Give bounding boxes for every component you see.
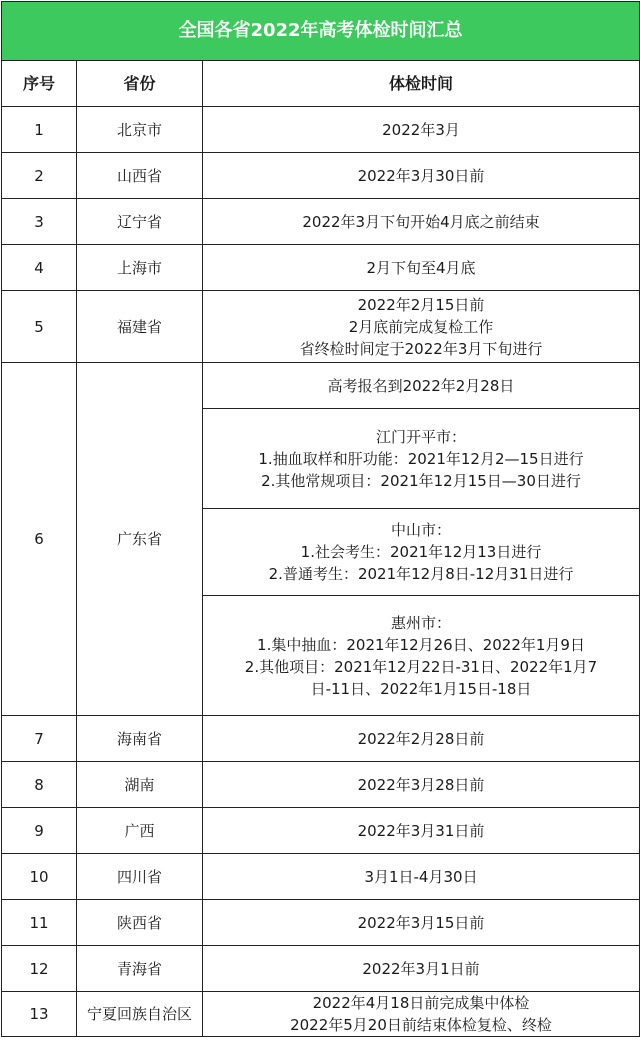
province-name: 辽宁省 bbox=[77, 199, 203, 245]
exam-time bbox=[203, 808, 640, 854]
exam-time-block bbox=[203, 363, 640, 409]
exam-time bbox=[203, 946, 640, 992]
time-line: 2022年3月15日前 bbox=[357, 913, 485, 932]
province-name: 四川省 bbox=[77, 854, 203, 900]
row-number: 1 bbox=[2, 107, 77, 153]
province-name: 北京市 bbox=[77, 107, 203, 153]
time-line: 2022年3月28日前 bbox=[357, 775, 485, 794]
table-row bbox=[2, 153, 640, 199]
time-line: 日-11日、2022年1月15日-18日 bbox=[310, 679, 532, 698]
row-number: 12 bbox=[2, 946, 77, 992]
row-number: 11 bbox=[2, 900, 77, 946]
table-row bbox=[2, 854, 640, 900]
row-number: 8 bbox=[2, 762, 77, 808]
table-row bbox=[2, 107, 640, 153]
table-row bbox=[2, 808, 640, 854]
exam-time bbox=[203, 992, 640, 1037]
row-number: 6 bbox=[2, 363, 77, 716]
table-row bbox=[2, 199, 640, 245]
time-line: 2022年4月18日前完成集中体检 bbox=[312, 994, 530, 1012]
row-number: 3 bbox=[2, 199, 77, 245]
time-line: 2.其他常规项目：2021年12月15日—30日进行 bbox=[261, 471, 581, 490]
row-number: 13 bbox=[2, 992, 77, 1037]
row-number: 10 bbox=[2, 854, 77, 900]
province-name: 广西 bbox=[77, 808, 203, 854]
time-line: 2022年2月15日前 bbox=[357, 295, 485, 314]
time-line: 1.集中抽血：2021年12月26日、2022年1月9日 bbox=[257, 635, 585, 654]
time-line: 2.其他项目：2021年12月22日-31日、2022年1月7 bbox=[244, 657, 598, 676]
table-row bbox=[2, 245, 640, 291]
exam-time-block bbox=[203, 509, 640, 596]
province-name: 湖南 bbox=[77, 762, 203, 808]
time-line: 中山市： bbox=[391, 521, 452, 539]
header-row bbox=[2, 61, 640, 107]
row-number: 5 bbox=[2, 291, 77, 363]
province-name: 福建省 bbox=[77, 291, 203, 363]
time-line: 2022年2月28日前 bbox=[357, 729, 485, 748]
time-line: 惠州市： bbox=[391, 613, 452, 632]
title-row bbox=[2, 2, 640, 61]
province-name: 广东省 bbox=[77, 363, 203, 716]
column-header-province: 省份 bbox=[77, 61, 203, 107]
province-name: 青海省 bbox=[77, 946, 203, 992]
province-name: 山西省 bbox=[77, 153, 203, 199]
exam-time bbox=[203, 762, 640, 808]
time-line: 江门开平市： bbox=[376, 427, 467, 446]
table-row bbox=[2, 291, 640, 363]
table-row bbox=[2, 762, 640, 808]
exam-time bbox=[203, 107, 640, 153]
exam-schedule-table bbox=[1, 1, 640, 1037]
row-number: 7 bbox=[2, 716, 77, 762]
province-name: 陕西省 bbox=[77, 900, 203, 946]
time-line: 1.抽血取样和肝功能：2021年12月2—15日进行 bbox=[258, 449, 584, 468]
row-number: 4 bbox=[2, 245, 77, 291]
row-number: 2 bbox=[2, 153, 77, 199]
table-row bbox=[2, 716, 640, 762]
table-row bbox=[2, 946, 640, 992]
exam-time bbox=[203, 153, 640, 199]
time-line: 2月下旬至4月底 bbox=[366, 258, 476, 277]
exam-time-block bbox=[203, 596, 640, 716]
time-line: 2022年5月20日前结束体检复检、终检 bbox=[290, 1016, 552, 1034]
time-line: 2022年3月 bbox=[382, 120, 460, 139]
exam-time bbox=[203, 291, 640, 363]
time-line: 2.普通考生：2021年12月8日-12月31日进行 bbox=[268, 565, 574, 583]
column-header-no: 序号 bbox=[2, 61, 77, 107]
time-line: 高考报名到2022年2月28日 bbox=[327, 376, 515, 395]
time-line: 2月底前完成复检工作 bbox=[348, 317, 494, 336]
exam-time bbox=[203, 900, 640, 946]
time-line: 2022年3月1日前 bbox=[362, 959, 480, 978]
table-row bbox=[2, 363, 640, 409]
exam-time bbox=[203, 199, 640, 245]
exam-time bbox=[203, 245, 640, 291]
time-line: 3月1日-4月30日 bbox=[364, 867, 478, 886]
exam-time bbox=[203, 716, 640, 762]
time-line: 省终检时间定于2022年3月下旬进行 bbox=[299, 339, 543, 358]
time-line: 2022年3月下旬开始4月底之前结束 bbox=[302, 212, 540, 231]
time-line: 2022年3月30日前 bbox=[357, 166, 485, 185]
time-line: 1.社会考生：2021年12月13日进行 bbox=[300, 543, 542, 561]
province-name: 宁夏回族自治区 bbox=[77, 992, 203, 1037]
column-header-time: 体检时间 bbox=[203, 61, 640, 107]
time-line: 2022年3月31日前 bbox=[357, 821, 485, 840]
row-number: 9 bbox=[2, 808, 77, 854]
province-name: 上海市 bbox=[77, 245, 203, 291]
table-row bbox=[2, 992, 640, 1037]
province-name: 海南省 bbox=[77, 716, 203, 762]
exam-time bbox=[203, 854, 640, 900]
page-title: 全国各省2022年高考体检时间汇总 bbox=[2, 2, 640, 61]
table-row bbox=[2, 900, 640, 946]
exam-time-block bbox=[203, 409, 640, 509]
